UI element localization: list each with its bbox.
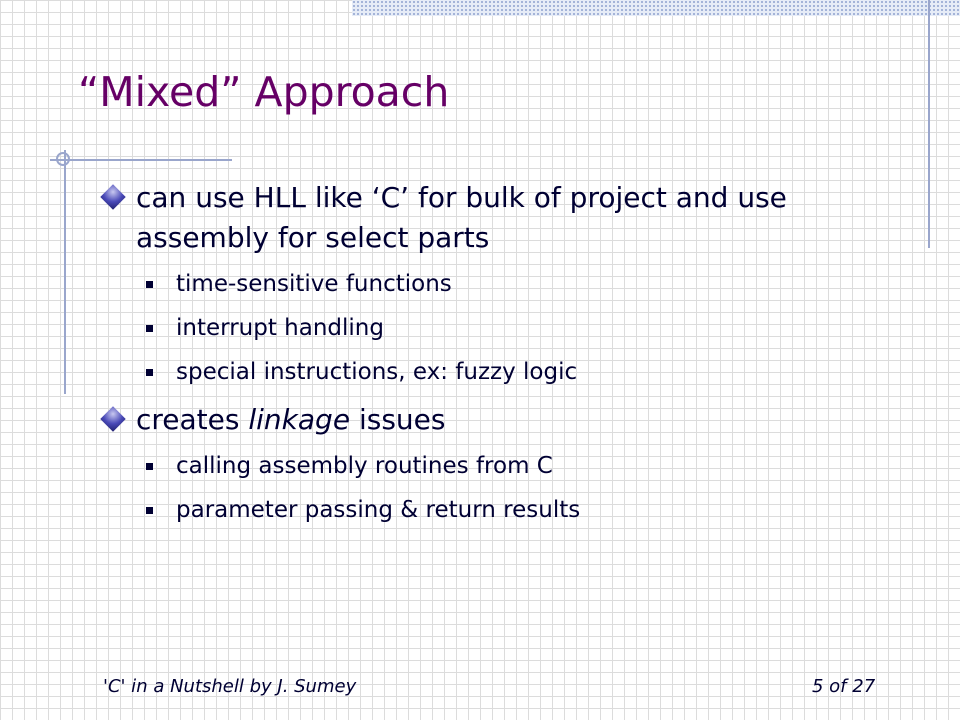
bullet-item [100,178,900,386]
sub-bullet-list [136,270,900,386]
sub-bullet-item [136,270,900,298]
square-bullet-icon [146,325,153,332]
left-vertical-rule [64,150,66,394]
slide-content [100,178,900,524]
square-bullet-icon [146,369,153,376]
diamond-bullet-icon [100,184,125,209]
sub-bullet-text: special instructions, ex: fuzzy logic [176,359,578,385]
bullet-text-before: creates [136,403,249,436]
right-vertical-rule [928,0,930,248]
sub-bullet-text: calling assembly routines from C [176,453,553,479]
square-bullet-icon [146,281,153,288]
sub-bullet-item [136,452,900,480]
page-number: 5 of 27 [812,676,876,697]
bullet-text-after: issues [350,403,446,436]
sub-bullet-text: interrupt handling [176,315,384,341]
footer-left-text: 'C' in a Nutshell by J. Sumey [103,676,357,697]
sub-bullet-item [136,314,900,342]
diamond-bullet-icon [100,406,125,431]
slide-title: “Mixed” Approach [78,68,450,116]
sub-bullet-item [136,358,900,386]
sub-bullet-item [136,496,900,524]
circle-ornament-icon [56,152,70,166]
bullet-text-emphasis: linkage [248,403,351,436]
sub-bullet-list [136,452,900,524]
top-pattern-band [352,0,960,16]
bullet-text: can use HLL like ‘C’ for bulk of project and use assembly for select parts [136,181,787,254]
square-bullet-icon [146,507,153,514]
square-bullet-icon [146,463,153,470]
sub-bullet-text: parameter passing & return results [176,497,581,523]
sub-bullet-text: time-sensitive functions [176,271,452,297]
bullet-item [100,400,900,524]
title-underline-rule [50,159,232,161]
